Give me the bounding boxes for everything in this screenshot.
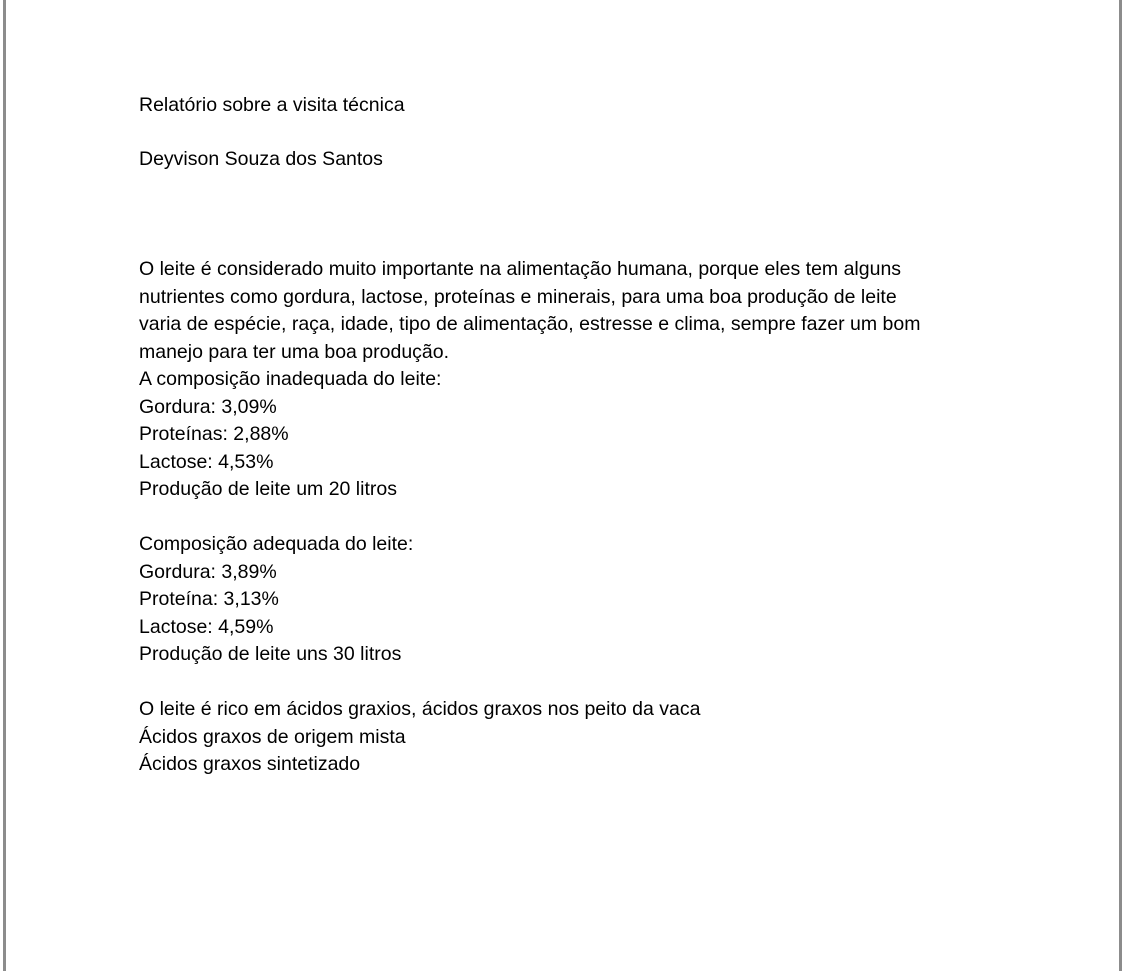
- section-heading: A composição inadequada do leite:: [139, 368, 442, 390]
- document-title: [139, 92, 999, 120]
- blank-line: [139, 669, 999, 697]
- paragraph-line: nutrientes como gordura, lactose, proteínas e minerais, para uma boa produção de leite: [139, 285, 897, 308]
- document-body: [139, 256, 999, 779]
- paragraph-line: varia de espécie, raça, idade, tipo de alimentação, estresse e clima, sempre fazer um bom: [139, 313, 921, 335]
- list-item: Proteínas: 2,88%: [139, 423, 289, 445]
- author-text: Deyvison Souza dos Santos: [139, 148, 383, 170]
- fatty-acids-section: [139, 696, 999, 779]
- paragraph-line: manejo para ter uma boa produção.: [139, 340, 450, 363]
- list-item: Proteína: 3,13%: [139, 588, 279, 610]
- title-text: Relatório sobre a visita técnica: [139, 94, 405, 116]
- paragraph-line: O leite é rico em ácidos graxios, ácidos graxos nos peito da vaca: [139, 698, 701, 720]
- list-item: Ácidos graxos sintetizado: [139, 753, 361, 775]
- list-item: Gordura: 3,09%: [139, 395, 277, 418]
- paragraph-line: O leite é considerado muito importante na alimentação humana, porque eles tem alguns: [139, 258, 902, 280]
- intro-paragraph: [139, 256, 999, 366]
- list-item: Produção de leite uns 30 litros: [139, 643, 402, 665]
- document-page: [3, 0, 1122, 971]
- list-item: Ácidos graxos de origem mista: [139, 725, 406, 748]
- list-item: Gordura: 3,89%: [139, 560, 277, 583]
- list-item: Produção de leite um 20 litros: [139, 478, 397, 500]
- list-item: Lactose: 4,59%: [139, 615, 274, 638]
- adequate-composition-list: [139, 531, 999, 669]
- blank-line: [139, 504, 999, 532]
- document-author: [139, 146, 999, 174]
- list-item: Lactose: 4,53%: [139, 450, 274, 473]
- section-heading: Composição adequada do leite:: [139, 533, 414, 555]
- inadequate-composition-list: [139, 366, 999, 504]
